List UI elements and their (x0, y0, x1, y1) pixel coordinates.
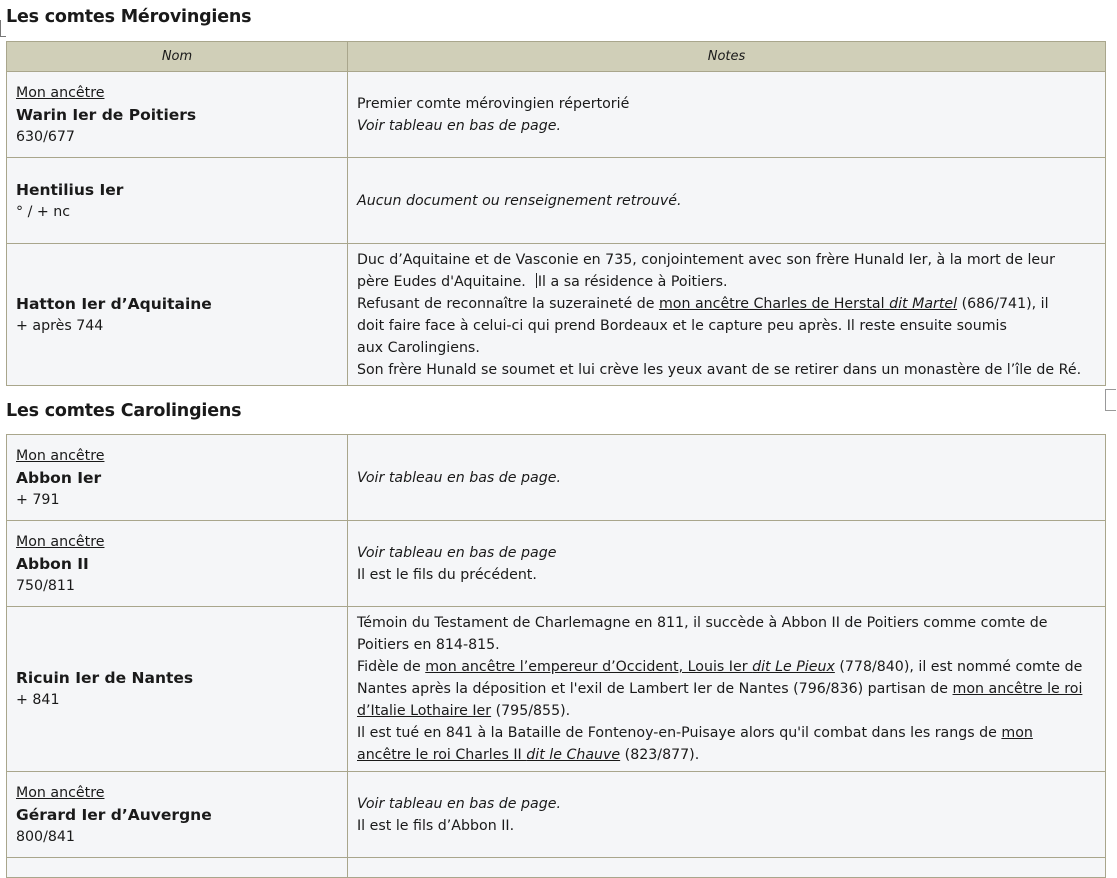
notes-cell (348, 521, 1106, 607)
ancestor-tag: Mon ancêtre (16, 447, 105, 464)
text-cursor (536, 273, 537, 288)
note-text: Aucun document ou renseignement retrouvé. (357, 192, 682, 209)
table-row (7, 72, 1106, 158)
note-text: Fidèle de (357, 659, 426, 675)
note-text: Nantes après la déposition et l'exil de Lambert Ier de Nantes (796/836) partisan de (357, 681, 953, 697)
person-name: Abbon II (16, 554, 89, 573)
link-text: dit Martel (889, 295, 958, 312)
ancestor-tag: Mon ancêtre (16, 84, 105, 101)
note-text: Voir tableau en bas de page (357, 544, 557, 561)
person-dates: 800/841 (16, 828, 75, 845)
notes-cell (348, 858, 1106, 878)
link-text: mon ancêtre l’empereur d’Occident, Louis Ier (425, 659, 753, 675)
note-text: Voir tableau en bas de page. (357, 469, 561, 486)
note-text: (795/855). (491, 703, 571, 719)
name-cell (7, 607, 348, 772)
note-text: Voir tableau en bas de page. (357, 795, 561, 812)
table-row (7, 244, 1106, 386)
notes-cell (348, 244, 1106, 386)
note-text: Il est tué en 841 à la Bataille de Fontenoy-en-Puisaye alors qu'il combat dans les rangs de (357, 725, 1002, 741)
note-line (357, 656, 1096, 678)
notes-cell (348, 772, 1106, 858)
note-line (357, 700, 1096, 722)
ancestor-link[interactable] (659, 296, 957, 312)
note-text: Son frère Hunald se soumet et lui crève les yeux avant de se retirer dans un monastère de l’île de Ré. (357, 361, 1082, 378)
note-text: aux Carolingiens. (357, 339, 480, 356)
ancestor-link[interactable] (357, 747, 620, 763)
note-text: Poitiers en 814-815. (357, 637, 500, 653)
person-name: Hatton Ier d’Aquitaine (16, 294, 212, 313)
ancestor-link[interactable]: mon ancêtre le roi (952, 681, 1083, 697)
note-text: (778/840), il est nommé comte de (834, 659, 1083, 675)
person-dates: + après 744 (16, 317, 104, 334)
note-line (357, 678, 1096, 700)
ancestor-link[interactable] (425, 659, 835, 675)
person-name: Ricuin Ier de Nantes (16, 669, 194, 687)
ancestor-tag: Mon ancêtre (16, 784, 105, 801)
table-row (7, 858, 1106, 878)
name-cell (7, 772, 348, 858)
section-title-merovingians: Les comtes Mérovingiens (6, 7, 252, 27)
notes-cell (348, 158, 1106, 244)
name-cell (7, 158, 348, 244)
table-resize-handle[interactable] (1105, 389, 1116, 411)
note-text: Voir tableau en bas de page. (357, 117, 561, 134)
name-cell (7, 72, 348, 158)
link-text: mon ancêtre Charles de Herstal (658, 295, 890, 312)
person-dates: ° / + nc (16, 203, 71, 220)
table-row (7, 435, 1106, 521)
carolingian-counts-table (6, 434, 1106, 878)
notes-cell (348, 435, 1106, 521)
table-row (7, 772, 1106, 858)
column-header-notes: Notes (348, 42, 1106, 72)
link-text: dit Le Pieux (752, 659, 835, 675)
merovingian-counts-table (6, 41, 1106, 386)
ancestor-link[interactable]: mon (1001, 725, 1033, 741)
column-header-name: Nom (7, 42, 348, 72)
note-text: Refusant de reconnaître la suzeraineté de (357, 295, 659, 312)
table-header-row (7, 42, 1106, 72)
section-title-carolingians: Les comtes Carolingiens (6, 401, 242, 421)
ancestor-tag: Mon ancêtre (16, 533, 105, 550)
person-name: Hentilius Ier (16, 180, 124, 199)
notes-cell (348, 72, 1106, 158)
person-name: Warin Ier de Poitiers (16, 105, 197, 124)
note-line (357, 722, 1096, 744)
table-row (7, 607, 1106, 772)
name-cell (7, 244, 348, 386)
link-text: ancêtre le roi Charles II (357, 747, 527, 763)
link-text: dit le Chauve (526, 747, 621, 763)
person-name: Gérard Ier d’Auvergne (16, 805, 212, 824)
table-row (7, 158, 1106, 244)
table-row (7, 521, 1106, 607)
note-text: doit faire face à celui-ci qui prend Bordeaux et le capture peu après. Il reste ensuite soumis (357, 317, 1007, 334)
note-text: (823/877). (620, 747, 700, 763)
name-cell (7, 858, 348, 878)
note-text: Il est le fils d’Abbon II. (357, 817, 515, 834)
person-dates: 750/811 (16, 577, 75, 594)
person-dates: + 791 (16, 491, 60, 508)
ancestor-link[interactable]: d’Italie Lothaire Ier (357, 703, 492, 719)
name-cell (7, 435, 348, 521)
name-cell (7, 521, 348, 607)
note-text: Duc d’Aquitaine et de Vasconie en 735, conjointement avec son frère Hunald Ier, à la mort de leur (357, 251, 1055, 268)
note-text: Il a sa résidence à Poitiers. (537, 273, 728, 290)
note-text: Témoin du Testament de Charlemagne en 811, il succède à Abbon II de Poitiers comme comte de (357, 615, 1048, 631)
note-text: père Eudes d'Aquitaine. (357, 273, 526, 290)
note-text: (686/741), il (957, 295, 1049, 312)
note-text: Il est le fils du précédent. (357, 566, 537, 583)
person-name: Abbon Ier (16, 468, 102, 487)
person-dates: 630/677 (16, 128, 75, 145)
note-line (357, 744, 1096, 766)
note-text: Premier comte mérovingien répertorié (357, 95, 630, 112)
notes-cell (348, 607, 1106, 772)
note-line (357, 293, 1096, 315)
person-dates: + 841 (16, 692, 60, 708)
note-line (357, 271, 1096, 293)
